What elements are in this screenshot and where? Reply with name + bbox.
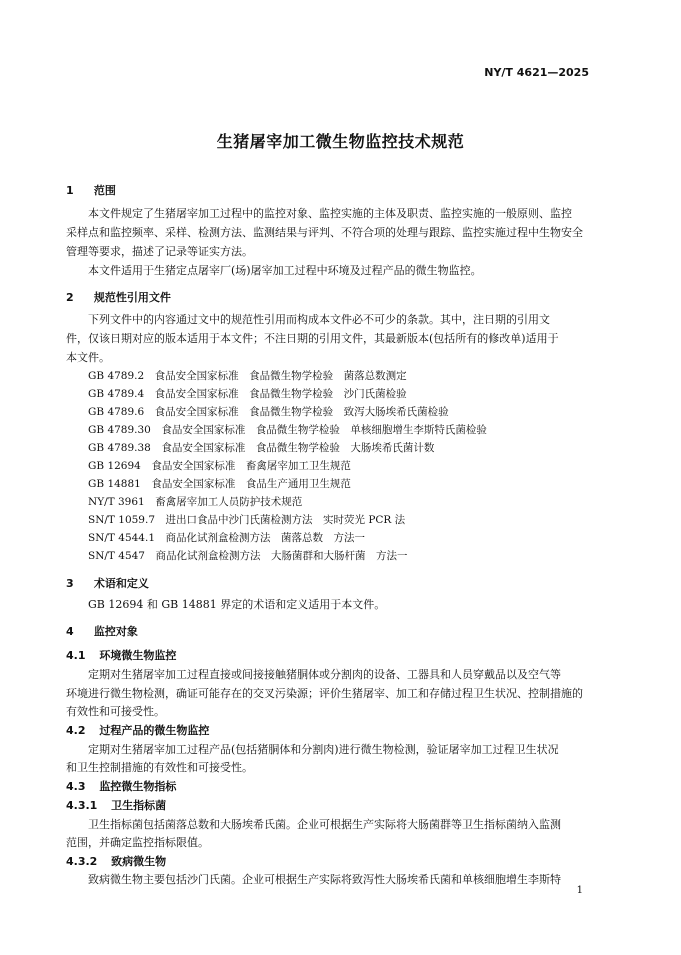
subsection-heading-4-3-2 <box>66 853 166 869</box>
paragraph-normative-line: 件，仅该日期对应的版本适用于本文件；不注日期的引用文件，其最新版本(包括所有的修改单)适用于 <box>66 332 559 345</box>
paragraph-indicator-line: 范围，并确定监控指标限值。 <box>66 836 209 849</box>
subsection-heading-4-3 <box>66 778 176 794</box>
paragraph-scope-line: 本文件规定了生猪屠宰加工过程中的监控对象、监控实施的主体及职责、监控实施的一般原则、监控 <box>88 207 572 220</box>
section-number: 4 <box>66 625 74 638</box>
section-title: 监控对象 <box>93 625 138 638</box>
subsection-heading-4-3-1 <box>66 797 166 813</box>
reference-item: GB 4789.4 食品安全国家标准 食品微生物学检验 沙门氏菌检验 <box>88 388 407 400</box>
subsection-heading-4-2 <box>66 722 209 738</box>
reference-item: NY/T 3961 畜禽屠宰加工人员防护技术规范 <box>88 496 303 508</box>
paragraph-env-line: 环境进行微生物检测，确证可能存在的交叉污染源；评价生猪屠宰、加工和存储过程卫生状况、控制措施的 <box>66 687 583 700</box>
section-heading-1 <box>66 182 116 198</box>
standard-code: NY/T 4621—2025 <box>484 66 589 79</box>
paragraph-scope-applicability: 本文件适用于生猪定点屠宰厂(场)屠宰加工过程中环境及过程产品的微生物监控。 <box>88 264 482 277</box>
page-number: 1 <box>576 885 583 896</box>
section-title: 术语和定义 <box>93 577 149 590</box>
section-heading-4 <box>66 623 138 639</box>
subsection-title: 监控微生物指标 <box>99 780 177 793</box>
paragraph-env-line: 定期对生猪屠宰加工过程直接或间接接触猪胴体或分割肉的设备、工器具和人员穿戴品以及空气等 <box>88 668 561 681</box>
reference-item: SN/T 1059.7 进出口食品中沙门氏菌检测方法 实时荧光 PCR 法 <box>88 514 406 526</box>
subsection-number: 4.1 <box>66 649 86 662</box>
section-number: 1 <box>66 184 74 197</box>
paragraph-process-line: 定期对生猪屠宰加工过程产品(包括猪胴体和分割肉)进行微生物检测，验证屠宰加工过程卫生状况 <box>88 743 559 756</box>
reference-item: SN/T 4547 商品化试剂盒检测方法 大肠菌群和大肠杆菌 方法一 <box>88 550 408 562</box>
paragraph-normative-line: 下列文件中的内容通过文中的规范性引用而构成本文件必不可少的条款。其中，注日期的引用文 <box>88 313 550 326</box>
paragraph-pathogen-line: 致病微生物主要包括沙门氏菌。企业可根据生产实际将致泻性大肠埃希氏菌和单核细胞增生李斯特 <box>88 873 561 886</box>
section-heading-3 <box>66 575 149 591</box>
subsection-number: 4.3 <box>66 780 86 793</box>
reference-item: SN/T 4544.1 商品化试剂盒检测方法 菌落总数 方法一 <box>88 532 365 544</box>
subsection-title: 过程产品的微生物监控 <box>99 724 210 737</box>
document-title: 生猪屠宰加工微生物监控技术规范 <box>216 132 465 151</box>
section-title: 范围 <box>93 184 116 197</box>
section-number: 3 <box>66 577 74 590</box>
paragraph-terms: GB 12694 和 GB 14881 界定的术语和定义适用于本文件。 <box>88 598 386 611</box>
subsection-number: 4.3.2 <box>66 855 98 868</box>
subsection-heading-4-1 <box>66 647 176 663</box>
paragraph-normative-line: 本文件。 <box>66 351 110 364</box>
subsection-number: 4.2 <box>66 724 86 737</box>
subsection-number: 4.3.1 <box>66 799 98 812</box>
subsection-title: 卫生指标菌 <box>111 799 167 812</box>
subsection-title: 致病微生物 <box>111 855 167 868</box>
paragraph-env-line: 有效性和可接受性。 <box>66 705 165 718</box>
reference-item: GB 14881 食品安全国家标准 食品生产通用卫生规范 <box>88 478 351 490</box>
reference-item: GB 4789.30 食品安全国家标准 食品微生物学检验 单核细胞增生李斯特氏菌检验 <box>88 424 487 436</box>
section-number: 2 <box>66 291 74 304</box>
section-title: 规范性引用文件 <box>93 291 171 304</box>
reference-item: GB 4789.6 食品安全国家标准 食品微生物学检验 致泻大肠埃希氏菌检验 <box>88 406 449 418</box>
subsection-title: 环境微生物监控 <box>99 649 177 662</box>
reference-item: GB 4789.38 食品安全国家标准 食品微生物学检验 大肠埃希氏菌计数 <box>88 442 435 454</box>
paragraph-process-line: 和卫生控制措施的有效性和可接受性。 <box>66 761 253 774</box>
reference-item: GB 12694 食品安全国家标准 畜禽屠宰加工卫生规范 <box>88 460 351 472</box>
reference-item: GB 4789.2 食品安全国家标准 食品微生物学检验 菌落总数测定 <box>88 370 407 382</box>
paragraph-scope-line: 采样点和监控频率、采样、检测方法、监测结果与评判、不符合项的处理与跟踪、监控实施过程中生物安全 <box>66 226 583 239</box>
paragraph-scope-line: 管理等要求，描述了记录等证实方法。 <box>66 245 253 258</box>
paragraph-indicator-line: 卫生指标菌包括菌落总数和大肠埃希氏菌。企业可根据生产实际将大肠菌群等卫生指标菌纳入监测 <box>88 818 561 831</box>
section-heading-2 <box>66 289 171 305</box>
